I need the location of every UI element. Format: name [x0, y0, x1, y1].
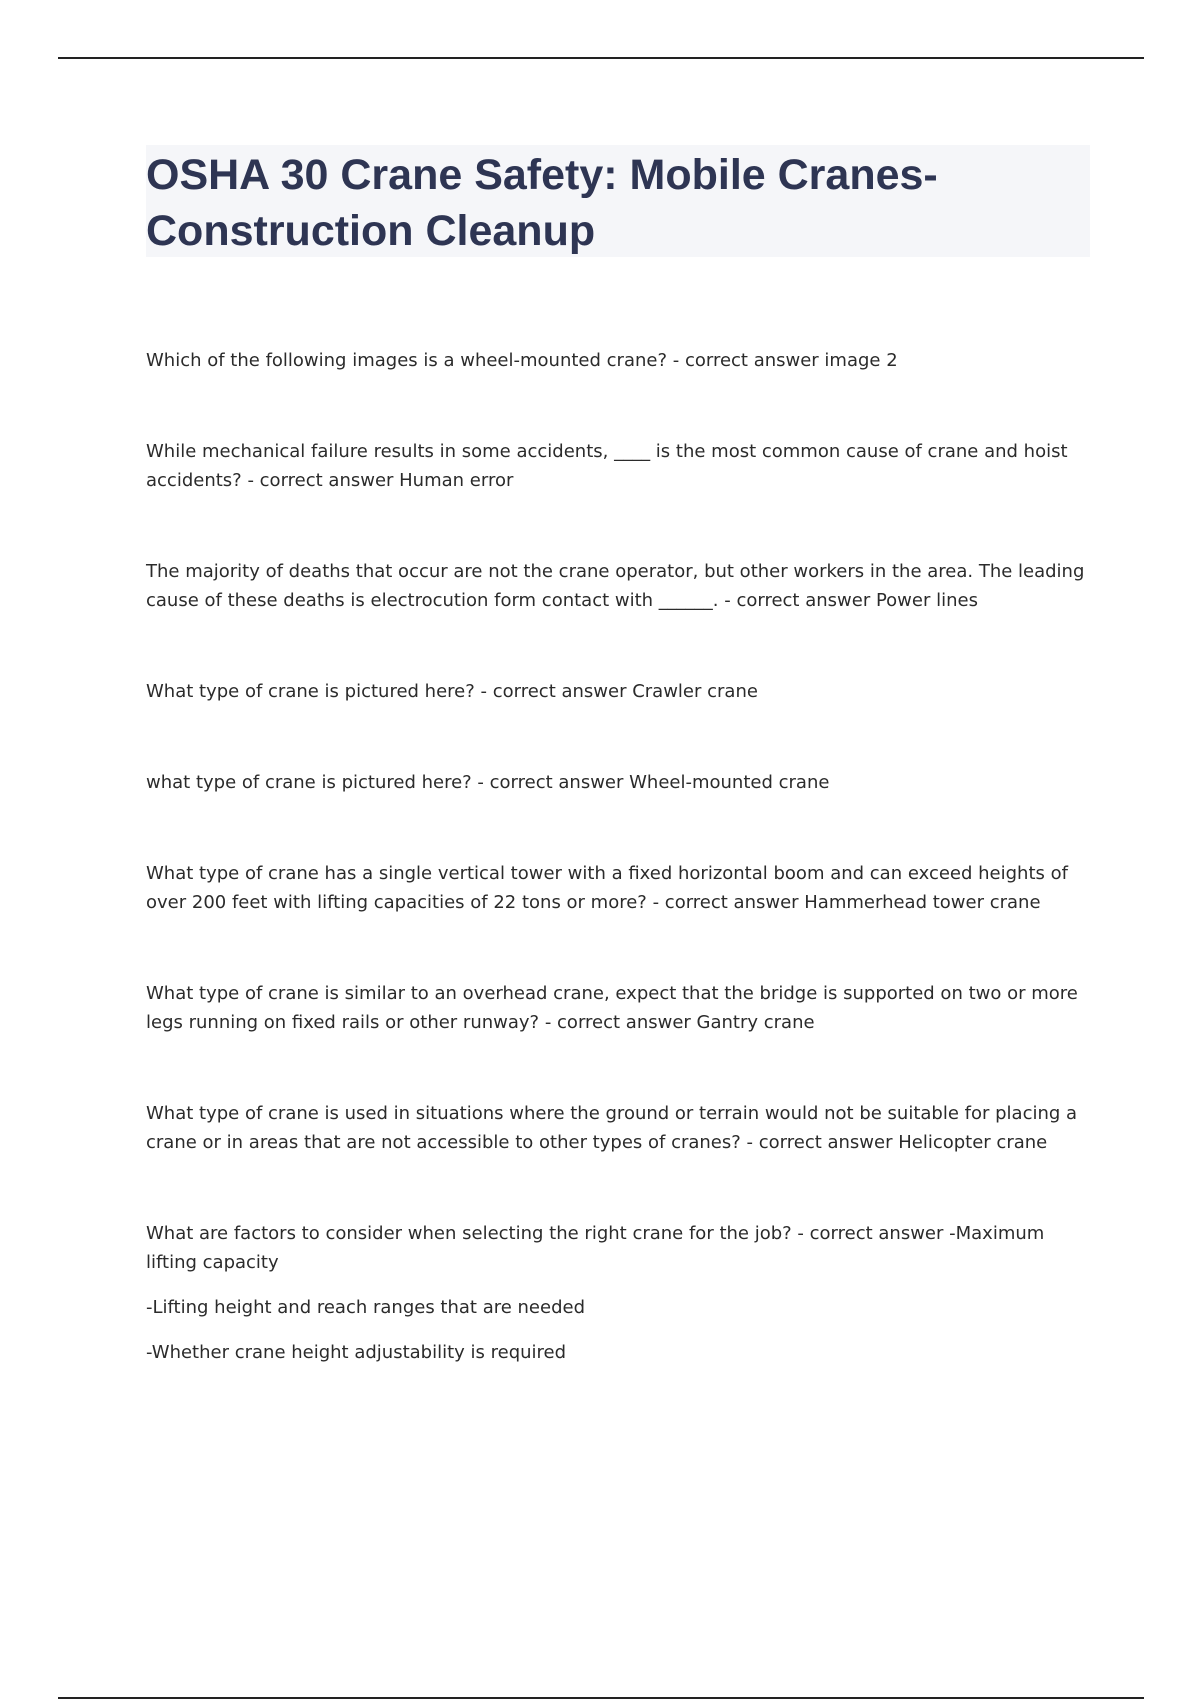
- document-title: OSHA 30 Crane Safety: Mobile Cranes- Construction Cleanup: [146, 151, 938, 255]
- bottom-rule: [58, 1697, 1144, 1699]
- qa-item-7: What type of crane is similar to an overhead crane, expect that the bridge is supported on two or more legs running on fixed rails or other runway? - correct answer Gantry crane: [146, 983, 1078, 1033]
- qa-item-4: What type of crane is pictured here? - correct answer Crawler crane: [146, 681, 758, 702]
- qa-item-1: Which of the following images is a wheel-mounted crane? - correct answer image 2: [146, 350, 898, 371]
- top-rule: [58, 57, 1144, 59]
- qa-item-5: what type of crane is pictured here? - correct answer Wheel-mounted crane: [146, 772, 830, 793]
- factor-line-1: -Lifting height and reach ranges that are needed: [146, 1297, 586, 1318]
- qa-item-9: What are factors to consider when selecting the right crane for the job? - correct answer -Maximum lifting capacity: [146, 1223, 1045, 1273]
- qa-item-2: While mechanical failure results in some accidents, ____ is the most common cause of crane and hoist accidents? - correct answer Human error: [146, 441, 1068, 491]
- document-body: [146, 346, 1090, 1367]
- title-block: [146, 145, 1090, 257]
- qa-item-6: What type of crane has a single vertical tower with a fixed horizontal boom and can exceed heights of over 200 feet with lifting capacities of 22 tons or more? - correct answer Hammerhead tower crane: [146, 863, 1068, 913]
- factor-line-2: -Whether crane height adjustability is required: [146, 1342, 567, 1363]
- qa-item-3: The majority of deaths that occur are not the crane operator, but other workers in the area. The leading cause of these deaths is electrocution form contact with ______. - correct answer Power lines: [146, 561, 1085, 611]
- qa-item-8: What type of crane is used in situations where the ground or terrain would not be suitable for placing a crane or in areas that are not accessible to other types of cranes? - correct answer Helicopter crane: [146, 1103, 1078, 1153]
